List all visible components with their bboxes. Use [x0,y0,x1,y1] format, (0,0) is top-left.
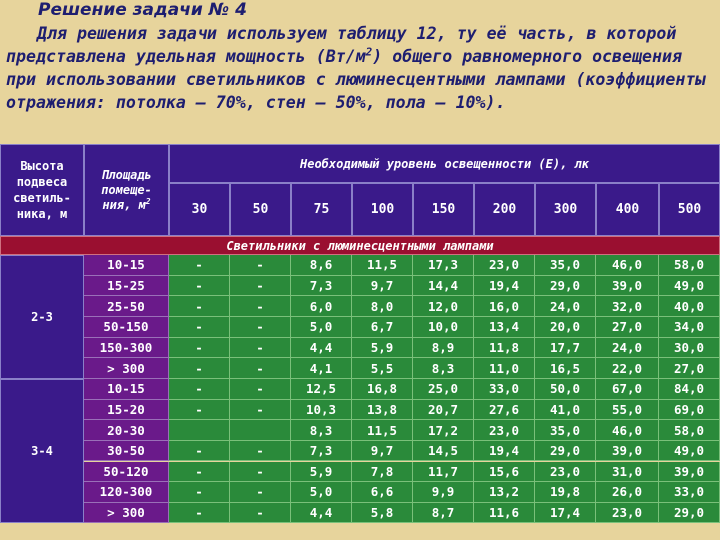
level-header: 200 [474,183,535,236]
power-value-cell: 5,5 [352,358,413,379]
area-cell: 20-30 [84,420,169,441]
power-value-cell: 29,0 [535,276,596,297]
power-value-cell: - [230,338,291,359]
power-value-cell: 11,6 [474,503,535,524]
power-value-cell: 19,8 [535,482,596,503]
power-value-cell: - [230,482,291,503]
power-value-cell: 20,7 [413,400,474,421]
power-value-cell: 19,4 [474,276,535,297]
power-value-cell: - [230,296,291,317]
area-cell: > 300 [84,503,169,524]
power-value-cell: 27,0 [596,317,659,338]
area-cell: 10-15 [84,255,169,276]
level-header: 75 [291,183,352,236]
power-value-cell: 9,7 [352,276,413,297]
power-value-cell: 35,0 [535,255,596,276]
power-value-cell: 5,9 [291,462,352,483]
power-value-cell: 23,0 [596,503,659,524]
power-value-cell: 19,4 [474,441,535,462]
power-value-cell: 10,0 [413,317,474,338]
power-value-cell: 40,0 [659,296,720,317]
power-value-cell: 11,8 [474,338,535,359]
power-value-cell: 67,0 [596,379,659,400]
power-value-cell: 23,0 [474,420,535,441]
power-value-cell: 7,3 [291,276,352,297]
power-value-cell: 31,0 [596,462,659,483]
lamp-type-band: Светильники с люминесцентными лампами [0,236,720,255]
power-value-cell: 24,0 [535,296,596,317]
power-value-cell: 7,8 [352,462,413,483]
level-header: 50 [230,183,291,236]
level-header: 400 [596,183,659,236]
area-cell: 150-300 [84,338,169,359]
power-value-cell: 9,9 [413,482,474,503]
area-cell: 15-25 [84,276,169,297]
power-value-cell: 10,3 [291,400,352,421]
power-value-cell: 5,9 [352,338,413,359]
power-value-cell: - [230,276,291,297]
power-value-cell: - [169,379,230,400]
power-value-cell: - [169,358,230,379]
area-header-line [102,198,150,213]
power-value-cell: 4,4 [291,338,352,359]
area-header-line [101,183,152,198]
power-value-cell: 6,7 [352,317,413,338]
power-value-cell: - [230,441,291,462]
power-value-cell: 4,1 [291,358,352,379]
power-value-cell: 16,8 [352,379,413,400]
power-value-cell: - [230,317,291,338]
power-value-cell: 23,0 [535,462,596,483]
mount-height-cell: 2-3 [0,255,84,379]
level-header: 150 [413,183,474,236]
power-value-cell: 17,7 [535,338,596,359]
power-value-cell: 20,0 [535,317,596,338]
power-value-cell: 8,3 [413,358,474,379]
power-value-cell: 16,0 [474,296,535,317]
area-cell: 50-150 [84,317,169,338]
power-value-cell: - [230,358,291,379]
height-header-line: ника, м [16,207,68,221]
height-header-line: подвеса [16,175,68,189]
power-value-cell: 13,8 [352,400,413,421]
power-value-cell [230,420,291,441]
power-value-cell: - [169,503,230,524]
power-value-cell: 8,0 [352,296,413,317]
power-value-cell: 39,0 [596,441,659,462]
power-value-cell: - [169,462,230,483]
power-value-cell: 22,0 [596,358,659,379]
power-value-cell: 11,5 [352,255,413,276]
area-column-header [84,144,169,236]
height-column-header [0,144,84,236]
power-value-cell [169,420,230,441]
power-value-cell: 11,7 [413,462,474,483]
level-header: 30 [169,183,230,236]
area-cell: 50-120 [84,462,169,483]
power-value-cell: 17,2 [413,420,474,441]
power-value-cell: - [169,317,230,338]
area-header-text: ния, м [102,197,146,212]
power-value-cell: 84,0 [659,379,720,400]
power-value-cell: - [169,400,230,421]
area-cell: 25-50 [84,296,169,317]
power-value-cell: - [230,255,291,276]
power-value-cell: - [169,276,230,297]
power-value-cell: 29,0 [535,441,596,462]
power-table [0,144,720,540]
area-cell: > 300 [84,358,169,379]
power-value-cell: 8,3 [291,420,352,441]
area-header-text: Площадь [101,167,152,182]
power-value-cell: 23,0 [474,255,535,276]
power-value-cell: 27,6 [474,400,535,421]
power-value-cell: 33,0 [474,379,535,400]
power-value-cell: - [169,338,230,359]
power-value-cell: 69,0 [659,400,720,421]
power-value-cell: 11,0 [474,358,535,379]
power-value-cell: 8,9 [413,338,474,359]
power-value-cell: 8,6 [291,255,352,276]
power-value-cell: - [169,255,230,276]
level-header: 100 [352,183,413,236]
mount-height-cell: 3-4 [0,379,84,524]
power-value-cell: 13,2 [474,482,535,503]
area-cell: 10-15 [84,379,169,400]
area-cell: 120-300 [84,482,169,503]
power-value-cell: 29,0 [659,503,720,524]
area-header-line [101,168,152,183]
power-value-cell: 9,7 [352,441,413,462]
power-value-cell: 33,0 [659,482,720,503]
power-value-cell: 14,5 [413,441,474,462]
intro-paragraph [6,22,716,114]
power-value-cell: 39,0 [596,276,659,297]
area-cell: 15-20 [84,400,169,421]
area-cell: 30-50 [84,441,169,462]
power-value-cell: 8,7 [413,503,474,524]
power-value-cell: 34,0 [659,317,720,338]
power-value-cell: 17,4 [535,503,596,524]
power-value-cell: 11,5 [352,420,413,441]
power-value-cell: 46,0 [596,255,659,276]
power-value-cell: - [230,503,291,524]
area-header-sup: 2 [145,196,151,206]
power-value-cell: 49,0 [659,441,720,462]
power-value-cell: 13,4 [474,317,535,338]
power-value-cell: 14,4 [413,276,474,297]
power-value-cell: 17,3 [413,255,474,276]
power-value-cell: 6,6 [352,482,413,503]
power-value-cell: 30,0 [659,338,720,359]
power-value-cell: 16,5 [535,358,596,379]
power-value-cell: 49,0 [659,276,720,297]
power-value-cell: - [230,400,291,421]
power-value-cell: 24,0 [596,338,659,359]
power-value-cell: 39,0 [659,462,720,483]
power-value-cell: 55,0 [596,400,659,421]
power-value-cell: 27,0 [659,358,720,379]
height-header-line: Высота [20,159,64,173]
power-value-cell: 15,6 [474,462,535,483]
power-value-cell: 25,0 [413,379,474,400]
area-header-text: помеще- [101,182,152,197]
power-value-cell: 5,0 [291,317,352,338]
power-value-cell: 4,4 [291,503,352,524]
heading: Решение задачи № 4 [38,0,247,20]
power-value-cell: 26,0 [596,482,659,503]
intro-text-2: ) общего равномерного освещения при использовании светильников с люминесцентными лампами (коэффициенты отражения: потолка – 70%, стен – 50%, пола – 10%). [6,47,706,112]
power-value-cell: 58,0 [659,255,720,276]
power-value-cell: - [169,296,230,317]
power-value-cell: 46,0 [596,420,659,441]
power-value-cell: 41,0 [535,400,596,421]
power-value-cell: - [230,462,291,483]
level-header: 500 [659,183,720,236]
power-value-cell: 58,0 [659,420,720,441]
power-value-cell: - [169,482,230,503]
power-value-cell: 35,0 [535,420,596,441]
power-value-cell: 12,5 [291,379,352,400]
level-header: 300 [535,183,596,236]
intro-sup: 2 [365,45,373,59]
power-value-cell: 6,0 [291,296,352,317]
power-value-cell: - [169,441,230,462]
illuminance-group-header: Необходимый уровень освещенности (Е), лк [169,144,720,183]
power-value-cell: 7,3 [291,441,352,462]
power-value-cell: 5,8 [352,503,413,524]
intro-text-1: Для решения задачи используем таблицу 12, ту её часть, в которой представлена удельная мощность (Вт/м [6,24,677,66]
power-value-cell: 50,0 [535,379,596,400]
power-value-cell: 12,0 [413,296,474,317]
power-value-cell: 5,0 [291,482,352,503]
power-value-cell: - [230,379,291,400]
power-value-cell: 32,0 [596,296,659,317]
height-header-line: светиль- [13,191,71,205]
